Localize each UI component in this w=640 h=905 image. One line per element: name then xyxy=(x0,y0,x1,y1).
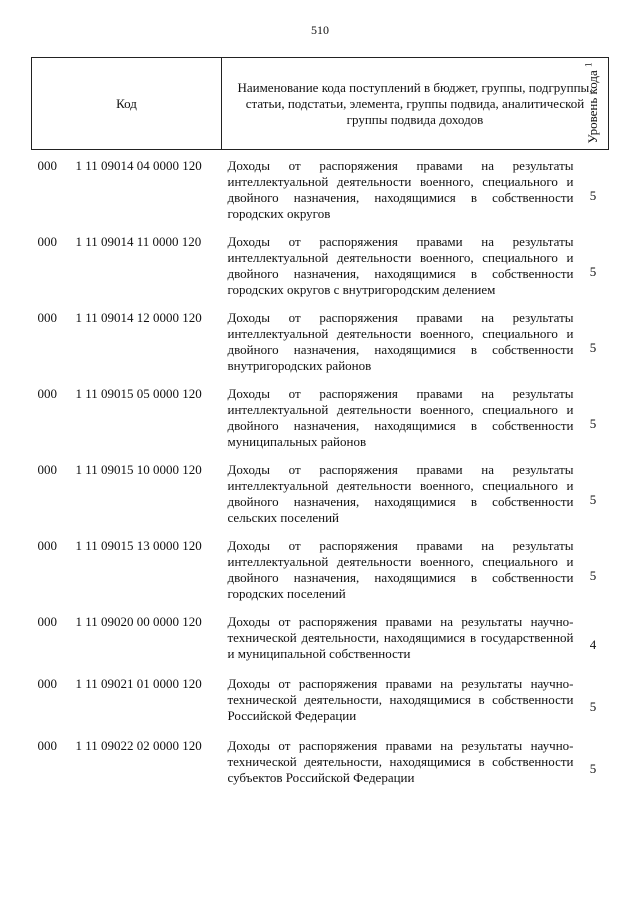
revenue-name: Доходы от распоряжения правами на результаты интеллектуальной деятельности военного, специального и двойного назначения, находящимися в собственности городских округов xyxy=(227,158,574,221)
revenue-code: 1 11 09014 04 0000 120 xyxy=(75,158,202,173)
table-header-row xyxy=(32,58,609,150)
table-row xyxy=(32,668,609,730)
revenue-code: 1 11 09014 12 0000 120 xyxy=(75,310,202,325)
revenue-name: Доходы от распоряжения правами на результаты интеллектуальной деятельности военного, специального и двойного назначения, находящимися в собственности городских поселений xyxy=(227,538,574,601)
code-level: 5 xyxy=(589,568,597,583)
header-level xyxy=(578,57,608,148)
revenue-name: Доходы от распоряжения правами на результаты интеллектуальной деятельности военного, специального и двойного назначения, находящимися в собственности муниципальных районов xyxy=(227,386,574,449)
header-code: Код xyxy=(32,58,222,150)
code-cell xyxy=(32,226,222,302)
revenue-code: 1 11 09021 01 0000 120 xyxy=(75,676,202,691)
admin-code: 000 xyxy=(37,158,57,173)
admin-code: 000 xyxy=(37,462,57,477)
revenue-name: Доходы от распоряжения правами на результаты интеллектуальной деятельности военного, специального и двойного назначения, находящимися в собственности внутригородских районов xyxy=(227,310,574,373)
table-row xyxy=(32,150,609,227)
code-cell xyxy=(32,606,222,668)
revenue-name: Доходы от распоряжения правами на результаты научно-технической деятельности, находящимися в собственности субъектов Российской Федерации xyxy=(227,738,574,785)
admin-code: 000 xyxy=(37,676,57,691)
code-cell xyxy=(32,530,222,606)
revenue-name: Доходы от распоряжения правами на результаты научно-технической деятельности, находящимися в собственности Российской Федерации xyxy=(227,676,574,723)
revenue-code: 1 11 09020 00 0000 120 xyxy=(75,614,202,629)
code-level: 5 xyxy=(589,492,597,507)
revenue-code: 1 11 09014 11 0000 120 xyxy=(75,234,202,249)
code-cell xyxy=(32,668,222,730)
code-level: 5 xyxy=(589,761,597,776)
code-level: 5 xyxy=(589,264,597,279)
code-level: 5 xyxy=(589,340,597,355)
table-row xyxy=(32,302,609,378)
revenue-codes-table xyxy=(31,57,609,792)
table-row xyxy=(32,378,609,454)
admin-code: 000 xyxy=(37,738,57,753)
revenue-code: 1 11 09022 02 0000 120 xyxy=(75,738,202,753)
table-row xyxy=(32,530,609,606)
revenue-name: Доходы от распоряжения правами на результаты научно-технической деятельности, находящимися в государственной и муниципальной собственности xyxy=(227,614,574,661)
admin-code: 000 xyxy=(37,234,57,249)
revenue-name: Доходы от распоряжения правами на результаты интеллектуальной деятельности военного, специального и двойного назначения, находящимися в собственности сельских поселений xyxy=(227,462,574,525)
header-level-text: Уровень кода xyxy=(585,69,600,143)
revenue-code: 1 11 09015 05 0000 120 xyxy=(75,386,202,401)
admin-code: 000 xyxy=(37,538,57,553)
revenue-code: 1 11 09015 10 0000 120 xyxy=(75,462,202,477)
admin-code: 000 xyxy=(37,310,57,325)
header-level-footnote: 1 xyxy=(583,62,594,67)
code-level: 5 xyxy=(589,699,597,714)
admin-code: 000 xyxy=(37,614,57,629)
revenue-code: 1 11 09015 13 0000 120 xyxy=(75,538,202,553)
table-row xyxy=(32,606,609,668)
revenue-name: Доходы от распоряжения правами на результаты интеллектуальной деятельности военного, специального и двойного назначения, находящимися в собственности городских округов с внутригородским делением xyxy=(227,234,574,297)
code-cell xyxy=(32,454,222,530)
table-row xyxy=(32,226,609,302)
code-cell xyxy=(32,150,222,227)
code-cell xyxy=(32,730,222,792)
code-cell xyxy=(32,302,222,378)
header-name xyxy=(222,58,609,150)
table-row xyxy=(32,730,609,792)
admin-code: 000 xyxy=(37,386,57,401)
table-row xyxy=(32,454,609,530)
page-number: 510 xyxy=(311,23,329,37)
header-name-text: Наименование кода поступлений в бюджет, группы, подгруппы, статьи, подстатьи, элемента, группы подвида, аналитической группы подвида доходов xyxy=(237,79,593,127)
code-level: 5 xyxy=(589,188,597,203)
code-level: 4 xyxy=(589,637,597,652)
code-cell xyxy=(32,378,222,454)
code-level: 5 xyxy=(589,416,597,431)
